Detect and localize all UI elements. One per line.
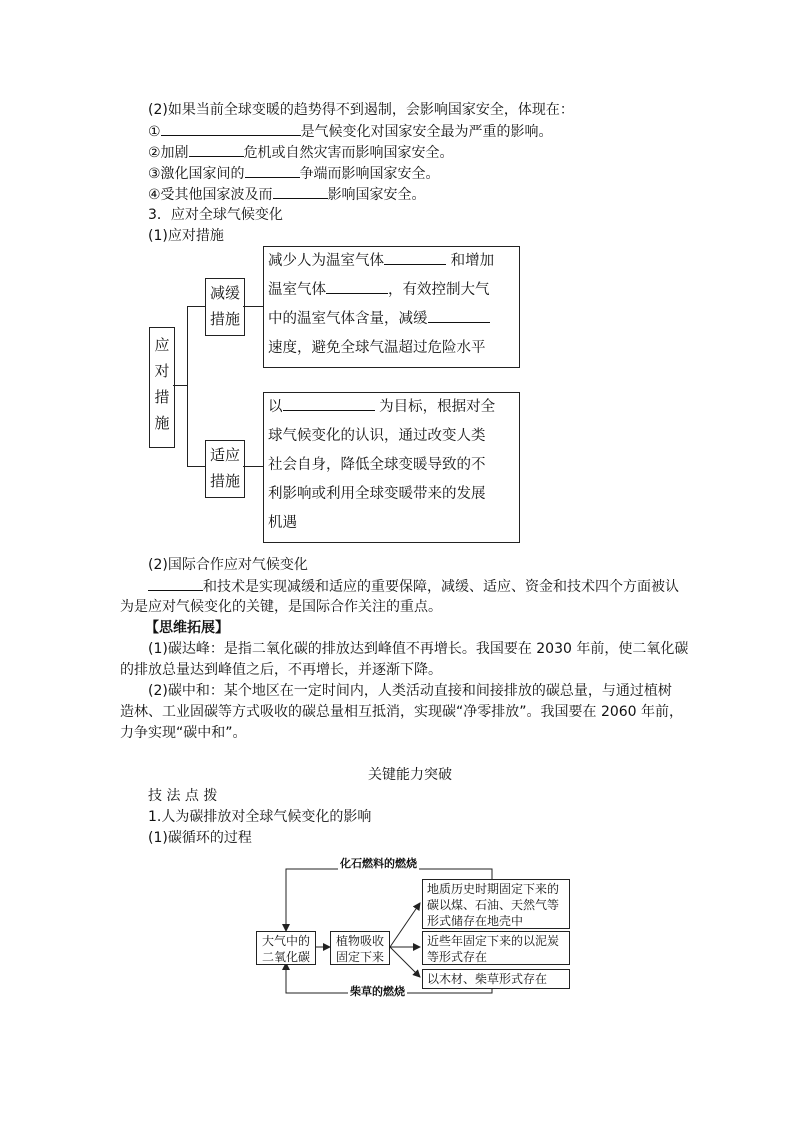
key-t1a: (1)碳循环的过程 [148,830,252,846]
coop-line-1 [148,576,679,597]
sec2-item-3 [148,163,440,184]
ada-line-5: 机遇 [268,515,297,531]
answer-blank[interactable] [273,184,328,199]
ada-line-3: 社会自身，降低全球变暖导致的不 [268,457,486,473]
connector [187,306,205,307]
ada-line-4: 利影响或利用全球变暖带来的发展 [268,486,486,502]
connector [243,306,263,307]
mitigation-label: 减缓措施 [209,284,240,328]
sec2-item-4 [148,184,426,205]
item3-text: 争端而影响国家安全。 [299,166,440,182]
root-label: 应对措施 [154,336,170,432]
fossil-fuel-label: 化石燃料的燃烧 [340,857,417,870]
ada-text: 以 [268,399,283,415]
key-sub: 技 法 点 拨 [148,788,218,804]
mit-text: 温室气体 [268,282,326,298]
adaptation-box [205,440,245,498]
adaptation-desc-box [263,392,520,543]
ada-line-1 [268,394,516,420]
item2-text: 危机或自然灾害而影响国家安全。 [243,145,454,161]
sec2-intro: (2)如果当前全球变暖的趋势得不到遏制，会影响国家安全，体现在： [148,102,574,118]
root-box [149,327,175,448]
extend-p1a: (1)碳达峰：是指二氧化碳的排放达到峰值不再增长。我国要在 2030 年前，使二氧化碳 [148,641,689,657]
adaptation-label: 适应措施 [209,446,240,490]
mit-text: 中的温室气体含量，减缓 [268,311,428,327]
coop-text: 和技术是实现减缓和适应的重要保障，减缓、适应、资金和技术四个方面被认 [203,579,679,595]
coop-line-2: 为是应对气候变化的关键，是国际合作关注的重点。 [120,599,442,615]
atmosphere-co2-box: 大气中的二氧化碳 [256,931,316,965]
mit-line-4: 速度，避免全球气温超过危险水平 [268,340,486,356]
connector [243,466,263,467]
key-heading: 关键能力突破 [368,767,452,783]
extend-p2a: (2)碳中和：某个地区在一定时间内，人类活动直接和间接排放的碳总量，与通过植树 [148,683,672,699]
answer-blank[interactable] [326,279,388,294]
connector [187,466,205,467]
ada-line-2: 球气候变化的认识，通过改变人类 [268,428,486,444]
ada-text: 为目标，根据对全 [379,399,496,415]
mit-line-1 [268,248,516,274]
sec2-item-2 [148,142,454,163]
mit-text: 减少人为温室气体 [268,253,384,269]
mit-text: 和增加 [450,253,495,269]
mit-text: ，有效控制大气 [388,282,490,298]
item3-prefix: ③激化国家间的 [148,166,245,182]
sec2-item-1 [148,121,553,142]
mitigation-box [205,278,245,336]
connector [173,385,187,386]
answer-blank[interactable] [428,308,490,323]
key-t1: 1.人为碳排放对全球气候变化的影响 [148,809,372,825]
extend-p2b: 造林、工业固碳等方式吸收的碳总量相互抵消，实现碳“净零排放”。我国要在 2060 年前， [120,704,684,720]
extend-p2c: 力争实现“碳中和”。 [120,725,247,741]
item4-text: 影响国家安全。 [327,187,426,203]
sec3-sub1: (1)应对措施 [148,228,224,244]
peat-storage-box: 近些年固定下来的以泥炭等形式存在 [422,931,570,965]
mit-line-2 [268,277,516,303]
mitigation-desc-box [263,246,520,368]
connector [187,306,188,466]
wood-storage-box: 以木材、柴草形式存在 [422,969,570,989]
item1-prefix: ① [148,124,161,140]
extend-p1b: 的排放总量达到峰值之后，不再增长，并逐渐下降。 [120,662,442,678]
extend-title: 【思维拓展】 [145,620,229,636]
item2-prefix: ②加剧 [148,145,189,161]
mit-line-3 [268,306,516,332]
answer-blank[interactable] [283,396,375,411]
answer-blank[interactable] [189,142,244,157]
firewood-label: 柴草的燃烧 [350,985,405,998]
item4-prefix: ④受其他国家波及而 [148,187,273,203]
answer-blank[interactable] [245,163,300,178]
sec3-title: 3．应对全球气候变化 [148,207,283,223]
coop-title: (2)国际合作应对气候变化 [148,557,308,573]
plant-absorb-box: 植物吸收固定下来 [330,931,390,965]
answer-blank[interactable] [148,576,203,591]
carbon-diagram [250,855,580,1000]
answer-blank[interactable] [384,250,446,265]
answer-blank[interactable] [161,121,301,136]
geologic-storage-box: 地质历史时期固定下来的碳以煤、石油、天然气等形式储存在地壳中 [422,879,570,929]
item1-text: 是气候变化对国家安全最为严重的影响。 [300,124,553,140]
